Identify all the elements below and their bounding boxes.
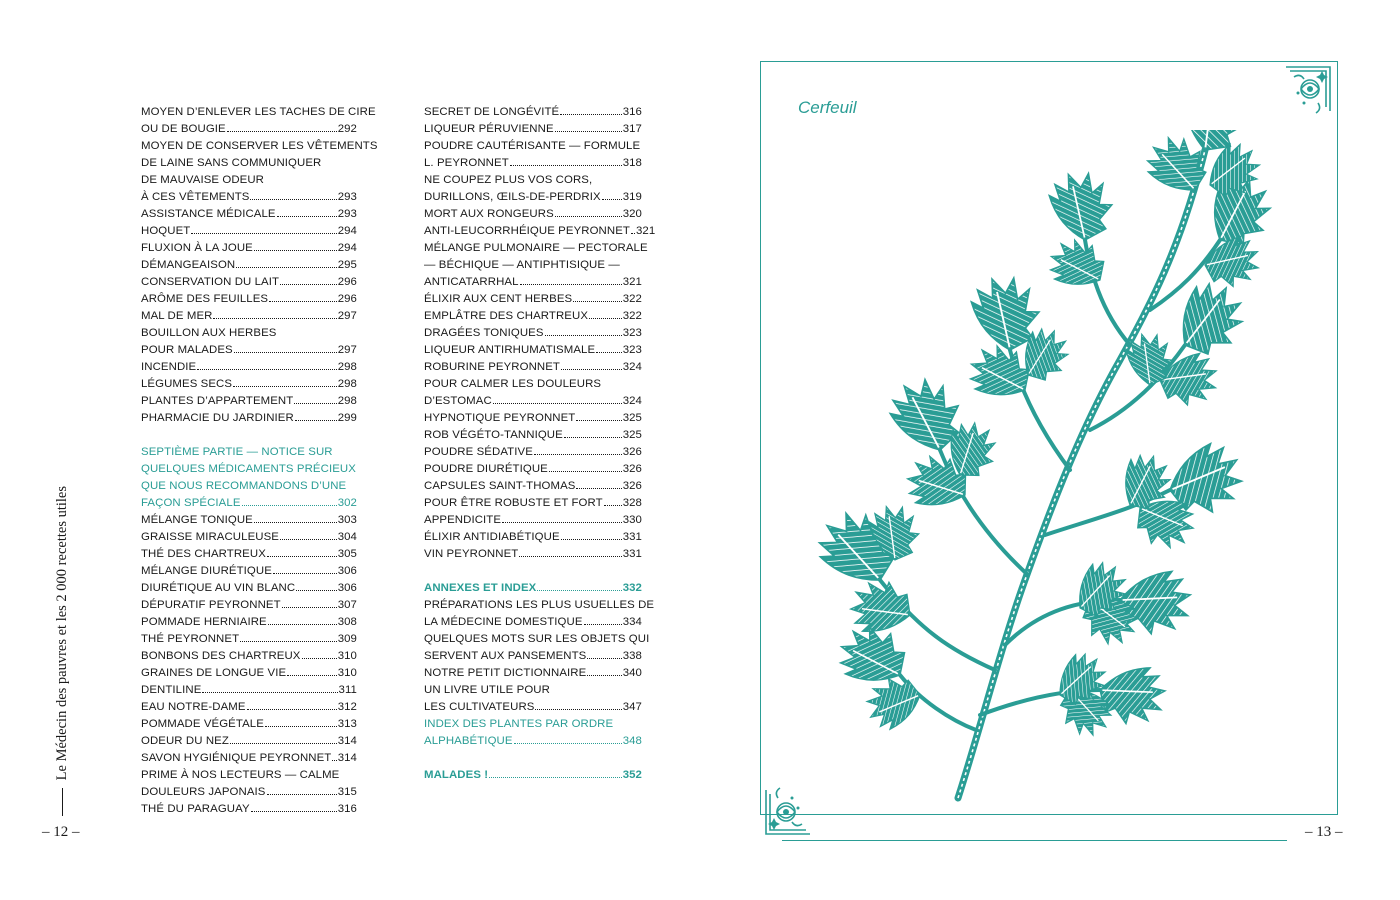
toc-leader-dots: [587, 657, 621, 659]
toc-entry: [141, 699, 357, 716]
toc-entry-label: LIQUEUR ANTIRHUMATISMALE: [424, 344, 596, 356]
toc-entry-label: HYPNOTIQUE PEYRONNET: [424, 412, 576, 424]
toc-entry: [141, 665, 357, 682]
toc-entry-label: DRAGÉES TONIQUES: [424, 327, 544, 339]
toc-entry-page: 332: [622, 582, 642, 594]
toc-entry: [141, 393, 357, 410]
toc-entry: [141, 580, 357, 597]
toc-entry-page: 292: [337, 123, 357, 135]
toc-entry: [424, 274, 642, 291]
toc-entry-page: 312: [337, 701, 357, 713]
toc-leader-dots: [240, 640, 337, 642]
toc-entry-label: THÉ DES CHARTREUX: [141, 548, 266, 560]
toc-entry: [141, 342, 357, 359]
toc-entry-page: 314: [337, 735, 357, 747]
toc-entry: [424, 121, 642, 138]
toc-entry-page: 303: [337, 514, 357, 526]
toc-leader-dots: [332, 759, 336, 761]
toc-column-2: [424, 104, 656, 784]
toc-leader-dots: [514, 742, 622, 744]
toc-entry: [141, 563, 357, 580]
toc-entry: [141, 359, 357, 376]
toc-entry-page: 298: [337, 361, 357, 373]
toc-entry-label: SECRET DE LONGÉVITÉ: [424, 106, 560, 118]
toc-entry: [141, 495, 357, 512]
toc-entry-label: ANNEXES ET INDEX: [424, 582, 537, 594]
toc-entry-page: 318: [622, 157, 642, 169]
toc-leader-dots: [295, 419, 337, 421]
toc-entry: [141, 291, 357, 308]
toc-entry-label: ROB VÉGÉTO-TANNIQUE: [424, 429, 563, 441]
toc-entry-label: THÉ PEYRONNET: [141, 633, 240, 645]
toc-leader-dots: [561, 368, 622, 370]
toc-entry: [424, 359, 642, 376]
toc-leader-dots: [573, 300, 621, 302]
toc-entry-page: 297: [337, 344, 357, 356]
toc-leader-dots: [233, 385, 337, 387]
toc-entry: PRÉPARATIONS LES PLUS USUELLES DE: [424, 599, 655, 611]
toc-entry-page: 334: [622, 616, 642, 628]
toc-entry: [424, 614, 642, 631]
toc-entry-label: THÉ DU PARAGUAY: [141, 803, 250, 815]
toc-entry: NE COUPEZ PLUS VOS CORS,: [424, 174, 593, 186]
toc-entry-page: 307: [337, 599, 357, 611]
toc-entry: [424, 206, 642, 223]
toc-entry: MOYEN DE CONSERVER LES VÊTEMENTS: [141, 140, 378, 152]
toc-entry-page: 326: [622, 446, 642, 458]
toc-entry: [424, 104, 642, 121]
toc-entry-label: VIN PEYRONNET: [424, 548, 519, 560]
toc-column-1: [141, 104, 378, 818]
toc-entry-label: POMMADE VÉGÉTALE: [141, 718, 264, 730]
toc-entry-page: 316: [337, 803, 357, 815]
toc-entry: [141, 308, 357, 325]
toc-entry-page: 331: [622, 531, 642, 543]
toc-entry: [424, 444, 642, 461]
toc-leader-dots: [254, 249, 337, 251]
toc-entry: [424, 512, 642, 529]
toc-entry-label: INCENDIE: [141, 361, 197, 373]
toc-entry: SEPTIÈME PARTIE — NOTICE SUR: [141, 446, 333, 458]
toc-entry-page: 321: [622, 276, 642, 288]
toc-entry-label: D’ESTOMAC: [424, 395, 492, 407]
toc-entry-label: ALPHABÉTIQUE: [424, 735, 513, 747]
toc-entry: [141, 631, 357, 648]
toc-spacer: [424, 750, 642, 767]
toc-leader-dots: [604, 504, 622, 506]
toc-entry-label: BONBONS DES CHARTREUX: [141, 650, 301, 662]
toc-entry-label: DÉPURATIF PEYRONNET: [141, 599, 281, 611]
toc-entry: [141, 801, 357, 818]
toc-entry: [424, 461, 642, 478]
toc-leader-dots: [265, 725, 337, 727]
toc-leader-dots: [197, 368, 336, 370]
toc-entry-label: FAÇON SPÉCIALE: [141, 497, 241, 509]
toc-entry: [141, 512, 357, 529]
toc-leader-dots: [520, 283, 622, 285]
toc-entry-label: MÉLANGE TONIQUE: [141, 514, 253, 526]
toc-entry-page: 324: [622, 361, 642, 373]
toc-leader-dots: [230, 742, 337, 744]
toc-entry-page: 331: [622, 548, 642, 560]
toc-entry-label: PLANTES D’APPARTEMENT: [141, 395, 294, 407]
toc-entry: [424, 410, 642, 427]
toc-entry-page: 297: [337, 310, 357, 322]
toc-entry: [424, 699, 642, 716]
toc-leader-dots: [280, 538, 337, 540]
toc-entry-page: 319: [622, 191, 642, 203]
toc-leader-dots: [250, 198, 336, 200]
toc-entry-page: 352: [622, 769, 642, 781]
toc-entry: DE MAUVAISE ODEUR: [141, 174, 265, 186]
toc-leader-dots: [254, 521, 337, 523]
toc-leader-dots: [202, 691, 337, 693]
toc-entry-label: MÉLANGE DIURÉTIQUE: [141, 565, 272, 577]
toc-entry: MÉLANGE PULMONAIRE — PECTORALE: [424, 242, 648, 254]
toc-entry: [141, 529, 357, 546]
toc-entry: [424, 495, 642, 512]
toc-spacer: [424, 563, 642, 580]
toc-entry-page: 316: [622, 106, 642, 118]
toc-entry: POUDRE CAUTÉRISANTE — FORMULE: [424, 140, 641, 152]
toc-leader-dots: [277, 215, 337, 217]
toc-entry-page: 313: [337, 718, 357, 730]
toc-entry-page: 323: [622, 344, 642, 356]
toc-entry-label: CAPSULES SAINT-THOMAS: [424, 480, 576, 492]
toc-entry: [424, 665, 642, 682]
toc-entry: [424, 189, 642, 206]
toc-entry-page: 311: [338, 684, 357, 696]
toc-entry: [424, 393, 642, 410]
toc-entry: POUR CALMER LES DOULEURS: [424, 378, 602, 390]
toc-entry-label: EAU NOTRE-DAME: [141, 701, 246, 713]
toc-entry: [141, 546, 357, 563]
toc-entry-label: L. PEYRONNET: [424, 157, 509, 169]
toc-entry-label: LES CULTIVATEURS: [424, 701, 535, 713]
toc-entry-page: 328: [622, 497, 642, 509]
toc-entry-page: 304: [337, 531, 357, 543]
chervil-illustration: [800, 130, 1320, 810]
toc-entry: — BÉCHIQUE — ANTIPHTISIQUE —: [424, 259, 620, 271]
toc-leader-dots: [589, 317, 622, 319]
toc-entry-label: CONSERVATION DU LAIT: [141, 276, 280, 288]
toc-leader-dots: [555, 130, 622, 132]
toc-entry: [424, 427, 642, 444]
toc-entry-label: SAVON HYGIÉNIQUE PEYRONNET: [141, 752, 332, 764]
toc-entry-label: ARÔME DES FEUILLES: [141, 293, 269, 305]
toc-entry-page: 317: [622, 123, 642, 135]
toc-leader-dots: [287, 674, 337, 676]
toc-entry: [424, 308, 642, 325]
toc-entry: [141, 121, 357, 138]
toc-leader-dots: [560, 113, 621, 115]
toc-leader-dots: [269, 300, 337, 302]
frame-bottom-rule: [782, 840, 1287, 841]
toc-spacer: [141, 427, 357, 444]
toc-entry-label: MORT AUX RONGEURS: [424, 208, 554, 220]
toc-entry: [424, 291, 642, 308]
toc-leader-dots: [555, 215, 622, 217]
toc-leader-dots: [236, 266, 336, 268]
toc-entry: [424, 767, 642, 784]
toc-entry-label: EMPLÂTRE DES CHARTREUX: [424, 310, 589, 322]
toc-entry-label: DENTILINE: [141, 684, 202, 696]
toc-entry: [141, 682, 357, 699]
toc-leader-dots: [596, 351, 622, 353]
toc-leader-dots: [631, 232, 635, 234]
toc-entry-label: DÉMANGEAISON: [141, 259, 236, 271]
toc-entry: BOUILLON AUX HERBES: [141, 327, 277, 339]
toc-entry-label: APPENDICITE: [424, 514, 502, 526]
toc-entry: [141, 240, 357, 257]
toc-entry: [141, 376, 357, 393]
toc-entry-page: 294: [337, 225, 357, 237]
toc-entry: [424, 546, 642, 563]
toc-entry-label: ÉLIXIR AUX CENT HERBES: [424, 293, 573, 305]
toc-leader-dots: [267, 793, 337, 795]
toc-entry-page: 306: [337, 582, 357, 594]
toc-entry: DE LAINE SANS COMMUNIQUER: [141, 157, 322, 169]
toc-entry: QUELQUES MÉDICAMENTS PRÉCIEUX: [141, 463, 356, 475]
toc-entry-page: 320: [622, 208, 642, 220]
toc-entry-label: SERVENT AUX PANSEMENTS: [424, 650, 587, 662]
toc-entry: [141, 750, 357, 767]
toc-leader-dots: [302, 657, 337, 659]
toc-entry-page: 306: [337, 565, 357, 577]
toc-entry-page: 298: [337, 395, 357, 407]
toc-entry-page: 299: [337, 412, 357, 424]
toc-entry-label: DURILLONS, ŒILS-DE-PERDRIX: [424, 191, 601, 203]
toc-entry-page: 325: [622, 429, 642, 441]
toc-entry-page: 322: [622, 310, 642, 322]
toc-entry-page: 310: [337, 667, 357, 679]
toc-entry-page: 310: [337, 650, 357, 662]
toc-entry-page: 293: [337, 191, 357, 203]
toc-entry: UN LIVRE UTILE POUR: [424, 684, 550, 696]
toc-entry-page: 326: [622, 463, 642, 475]
toc-entry: [141, 733, 357, 750]
toc-entry: [141, 716, 357, 733]
toc-entry: [424, 325, 642, 342]
toc-entry: QUE NOUS RECOMMANDONS D’UNE: [141, 480, 347, 492]
toc-entry-label: DOULEURS JAPONAIS: [141, 786, 266, 798]
toc-leader-dots: [280, 283, 337, 285]
toc-entry-label: DIURÉTIQUE AU VIN BLANC: [141, 582, 296, 594]
toc-entry-label: ASSISTANCE MÉDICALE: [141, 208, 276, 220]
toc-leader-dots: [191, 232, 336, 234]
toc-leader-dots: [535, 708, 621, 710]
running-head: [50, 486, 74, 816]
toc-entry: [141, 189, 357, 206]
toc-entry-label: ANTI-LEUCORRHÉIQUE PEYRONNET: [424, 225, 630, 237]
toc-entry-label: GRAISSE MIRACULEUSE: [141, 531, 279, 543]
toc-entry-label: POMMADE HERNIAIRE: [141, 616, 267, 628]
toc-leader-dots: [242, 504, 337, 506]
toc-entry: [141, 257, 357, 274]
toc-entry-label: ÉLIXIR ANTIDIABÉTIQUE: [424, 531, 560, 543]
toc-entry-label: NOTRE PETIT DICTIONNAIRE: [424, 667, 587, 679]
toc-entry: [424, 342, 642, 359]
toc-leader-dots: [576, 419, 621, 421]
toc-entry-page: 330: [622, 514, 642, 526]
page-number-left: – 12 –: [42, 824, 80, 840]
toc-leader-dots: [510, 164, 622, 166]
toc-entry-label: ROBURINE PEYRONNET: [424, 361, 560, 373]
toc-leader-dots: [587, 674, 621, 676]
toc-entry-page: 296: [337, 276, 357, 288]
toc-entry: [141, 784, 357, 801]
toc-entry-page: 302: [337, 497, 357, 509]
toc-entry-label: ODEUR DU NEZ: [141, 735, 229, 747]
toc-entry: [424, 155, 642, 172]
toc-leader-dots: [602, 198, 622, 200]
toc-entry: [424, 648, 642, 665]
page-number-right: – 13 –: [1305, 824, 1343, 840]
toc-leader-dots: [576, 487, 621, 489]
toc-entry-page: 298: [337, 378, 357, 390]
toc-entry: [141, 597, 357, 614]
toc-entry: [424, 478, 642, 495]
toc-entry-page: 340: [622, 667, 642, 679]
toc-entry-label: POUDRE DIURÉTIQUE: [424, 463, 548, 475]
running-head-rule: [62, 788, 63, 816]
toc-entry: [424, 223, 656, 240]
running-head-title: Le Médecin des pauvres et les 2 000 recettes utiles: [53, 486, 70, 781]
toc-entry-page: 324: [622, 395, 642, 407]
toc-leader-dots: [234, 351, 337, 353]
toc-leader-dots: [564, 436, 622, 438]
toc-entry-label: POUR ÊTRE ROBUSTE ET FORT: [424, 497, 603, 509]
toc-entry-page: 338: [622, 650, 642, 662]
toc-leader-dots: [489, 776, 622, 778]
toc-entry-label: MAL DE MER: [141, 310, 213, 322]
toc-entry-page: 325: [622, 412, 642, 424]
toc-leader-dots: [267, 555, 337, 557]
toc-entry-label: ANTICATARRHAL: [424, 276, 519, 288]
toc-leader-dots: [282, 606, 337, 608]
toc-entry-page: 295: [337, 259, 357, 271]
toc-leader-dots: [502, 521, 622, 523]
toc-entry-page: 314: [337, 752, 357, 764]
toc-leader-dots: [534, 453, 622, 455]
toc-entry-page: 326: [622, 480, 642, 492]
toc-entry-page: 347: [622, 701, 642, 713]
toc-entry-label: À CES VÊTEMENTS: [141, 191, 250, 203]
toc-entry: [424, 529, 642, 546]
toc-entry-page: 309: [337, 633, 357, 645]
toc-entry: [141, 648, 357, 665]
toc-leader-dots: [273, 572, 337, 574]
toc-leader-dots: [519, 555, 621, 557]
toc-leader-dots: [545, 334, 622, 336]
toc-entry: QUELQUES MOTS SUR LES OBJETS QUI: [424, 633, 650, 645]
toc-entry-page: 308: [337, 616, 357, 628]
toc-leader-dots: [294, 402, 336, 404]
toc-entry-label: LA MÉDECINE DOMESTIQUE: [424, 616, 583, 628]
toc-leader-dots: [561, 538, 622, 540]
toc-entry-page: 348: [622, 735, 642, 747]
toc-entry-page: 296: [337, 293, 357, 305]
toc-entry-label: POUR MALADES: [141, 344, 233, 356]
toc-entry: [141, 614, 357, 631]
toc-entry-label: OU DE BOUGIE: [141, 123, 226, 135]
toc-entry-page: 305: [337, 548, 357, 560]
toc-entry-label: POUDRE SÉDATIVE: [424, 446, 533, 458]
toc-entry-page: 323: [622, 327, 642, 339]
toc-leader-dots: [493, 402, 622, 404]
toc-entry-label: GRAINES DE LONGUE VIE: [141, 667, 287, 679]
toc-entry: PRIME À NOS LECTEURS — CALME: [141, 769, 340, 781]
toc-entry: [424, 733, 642, 750]
toc-leader-dots: [584, 623, 622, 625]
toc-entry: [141, 223, 357, 240]
toc-leader-dots: [537, 589, 621, 591]
toc-entry: [141, 274, 357, 291]
toc-entry: MOYEN D’ENLEVER LES TACHES DE CIRE: [141, 106, 376, 118]
toc-entry-page: 294: [337, 242, 357, 254]
toc-entry: INDEX DES PLANTES PAR ORDRE: [424, 718, 614, 730]
toc-entry-label: PHARMACIE DU JARDINIER: [141, 412, 294, 424]
toc-leader-dots: [213, 317, 336, 319]
toc-entry-label: LÉGUMES SECS: [141, 378, 233, 390]
toc-entry-label: MALADES !: [424, 769, 489, 781]
toc-entry-page: 322: [622, 293, 642, 305]
toc-leader-dots: [247, 708, 337, 710]
right-page: [700, 0, 1400, 900]
toc-entry-label: HOQUET: [141, 225, 191, 237]
toc-leader-dots: [549, 470, 622, 472]
toc-entry: [141, 410, 357, 427]
toc-entry-label: FLUXION À LA JOUE: [141, 242, 253, 254]
ornament-corner-icon: [1280, 63, 1334, 117]
toc-leader-dots: [251, 810, 337, 812]
toc-entry-label: LIQUEUR PÉRUVIENNE: [424, 123, 554, 135]
toc-leader-dots: [227, 130, 337, 132]
toc-entry-page: 315: [337, 786, 357, 798]
toc-entry-page: 321: [635, 225, 656, 237]
toc-entry: [424, 580, 642, 597]
plant-title: Cerfeuil: [798, 98, 857, 117]
toc-leader-dots: [268, 623, 337, 625]
toc-entry: [141, 206, 357, 223]
toc-entry-page: 293: [337, 208, 357, 220]
toc-leader-dots: [296, 589, 336, 591]
